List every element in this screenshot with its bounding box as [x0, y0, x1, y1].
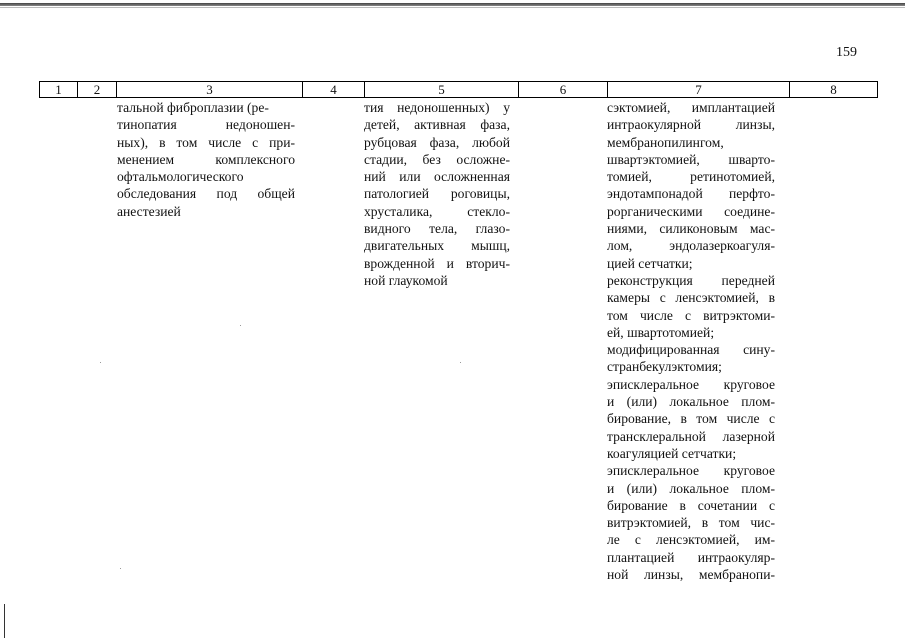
column-header-6: 6: [519, 82, 608, 98]
text-line: камеры с ленсэктомией, в: [607, 290, 775, 306]
text-line: эндотампонадой перфто-: [607, 186, 775, 202]
text-line: ных), в том числе с при-: [117, 134, 295, 150]
scan-speck: [100, 362, 101, 363]
text-line: обследования под общей: [117, 186, 295, 202]
scan-speck: [240, 325, 241, 326]
column-header-5: 5: [365, 82, 519, 98]
text-line: двигательных мышц,: [364, 238, 510, 254]
top-rule-thin: [0, 7, 905, 8]
text-line: эписклеральное круговое: [607, 463, 775, 479]
text-line: тальной фиброплазии (ре-: [117, 100, 269, 115]
text-line: ей, швартотомией;: [607, 324, 715, 340]
text-line: хрусталика, стекло-: [364, 203, 510, 219]
column-3-text: [117, 99, 295, 220]
text-line: тия недоношенных) у: [364, 100, 510, 115]
text-line: и (или) локальное плом-: [607, 480, 775, 496]
text-line: бирование, в том числе с: [607, 411, 775, 427]
text-line: цией сетчатки;: [607, 255, 693, 271]
text-line: анестезией: [117, 203, 181, 219]
text-line: мембранопилингом,: [607, 134, 724, 150]
column-header-8: 8: [790, 82, 878, 98]
text-line: сэктомией, имплантацией: [607, 100, 775, 115]
text-line: модифицированная сину-: [607, 342, 775, 358]
text-line: патологией роговицы,: [364, 186, 510, 202]
column-header-1: 1: [40, 82, 78, 98]
column-7-text: [607, 99, 775, 583]
page-number: 159: [836, 45, 857, 60]
text-line: швартэктомией, шварто-: [607, 151, 775, 167]
text-line: ле с ленсэктомией, им-: [607, 532, 775, 548]
text-line: ной линзы, мембранопи-: [607, 567, 775, 583]
text-line: интраокулярной линзы,: [607, 117, 775, 133]
text-line: плантацией интраокуляр-: [607, 549, 775, 565]
text-line: витрэктомией, в том чис-: [607, 515, 775, 531]
text-line: ной глаукомой: [364, 272, 448, 288]
text-line: том числе с витрэктоми-: [607, 307, 775, 323]
text-line: реконструкция передней: [607, 272, 775, 288]
scan-edge-mark: [4, 604, 5, 638]
column-header-3: 3: [117, 82, 303, 98]
text-line: тинопатия недоношен-: [117, 117, 295, 133]
text-line: рорганическими соедине-: [607, 203, 775, 219]
text-line: видного тела, глазо-: [364, 221, 510, 237]
scan-speck: [120, 568, 121, 569]
column-header-4: 4: [303, 82, 365, 98]
text-line: ний или осложненная: [364, 169, 510, 185]
text-line: офтальмологического: [117, 169, 244, 185]
text-line: ниями, силиконовым мас-: [607, 221, 775, 237]
text-line: лом, эндолазеркоагуля-: [607, 238, 775, 254]
scan-speck: [460, 362, 461, 363]
text-line: бирование в сочетании с: [607, 497, 775, 513]
text-line: менением комплексного: [117, 151, 295, 167]
text-line: трансклеральной лазерной: [607, 428, 775, 444]
text-line: и (или) локальное плом-: [607, 394, 775, 410]
top-rule: [0, 3, 905, 6]
text-line: детей, активная фаза,: [364, 117, 510, 133]
column-header-row: [39, 81, 878, 98]
column-5-text: [364, 99, 510, 289]
text-line: рубцовая фаза, любой: [364, 134, 510, 150]
text-line: коагуляцией сетчатки;: [607, 445, 737, 461]
text-line: странбекулэктомия;: [607, 359, 722, 375]
column-header-7: 7: [608, 82, 790, 98]
text-line: эписклеральное круговое: [607, 376, 775, 392]
column-header-2: 2: [78, 82, 117, 98]
text-line: томией, ретинотомией,: [607, 169, 775, 185]
text-line: стадии, без осложне-: [364, 151, 510, 167]
text-line: врожденной и вторич-: [364, 255, 510, 271]
